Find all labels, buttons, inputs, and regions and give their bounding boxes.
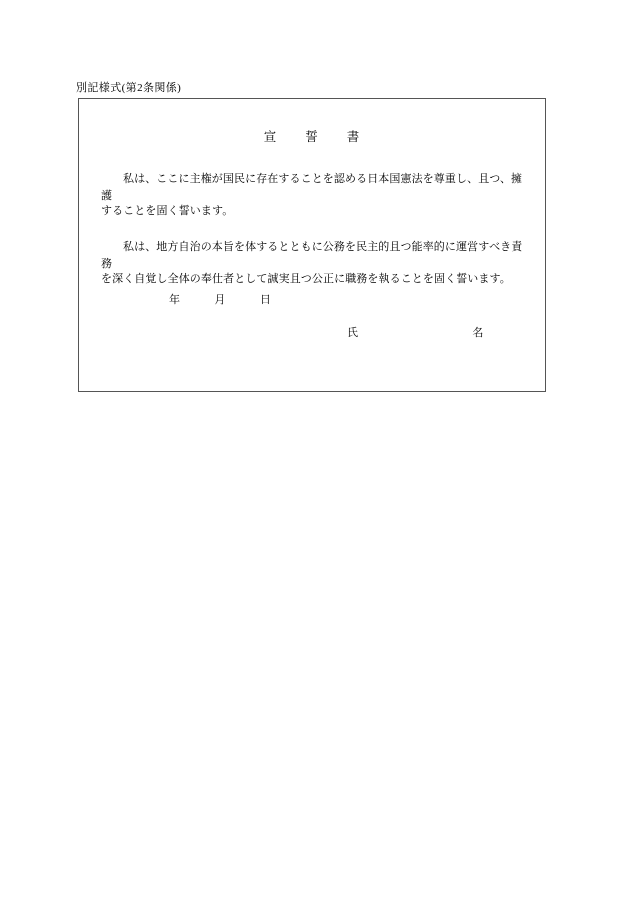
paragraph-1-line-1: [101, 171, 525, 205]
paragraph-1-line-2-text: することを固く誓います。: [101, 205, 234, 217]
date-entry-line: [169, 291, 271, 307]
date-year-label: 年: [169, 294, 181, 306]
name-given-label: 名: [472, 327, 484, 339]
date-month-label: 月: [214, 294, 226, 306]
title-char-3: 書: [346, 130, 361, 144]
form-reference-label: 別記様式(第2条関係): [76, 82, 182, 94]
oath-document-box: [78, 98, 546, 392]
paragraph-1-line-2: [101, 203, 525, 220]
date-day-label: 日: [259, 294, 272, 306]
title-char-1: 宣: [263, 130, 278, 144]
document-title: [79, 127, 545, 145]
paragraph-2-line-1: [101, 239, 525, 273]
paragraph-2-line-2: [101, 271, 525, 288]
paragraph-1-line-1-text: 私は、ここに主権が国民に存在することを認める日本国憲法を尊重し、且つ、擁護: [101, 173, 523, 202]
signature-entry-line: [347, 324, 484, 340]
paragraph-2-line-1-text: 私は、地方自治の本旨を体するとともに公務を民主的且つ能率的に運営すべき責務: [101, 241, 523, 270]
title-char-2: 誓: [305, 130, 319, 144]
name-family-label: 氏: [347, 327, 359, 339]
paragraph-2-line-2-text: を深く自覚し全体の奉仕者として誠実且つ公正に職務を執ることを固く誓います。: [101, 273, 511, 285]
